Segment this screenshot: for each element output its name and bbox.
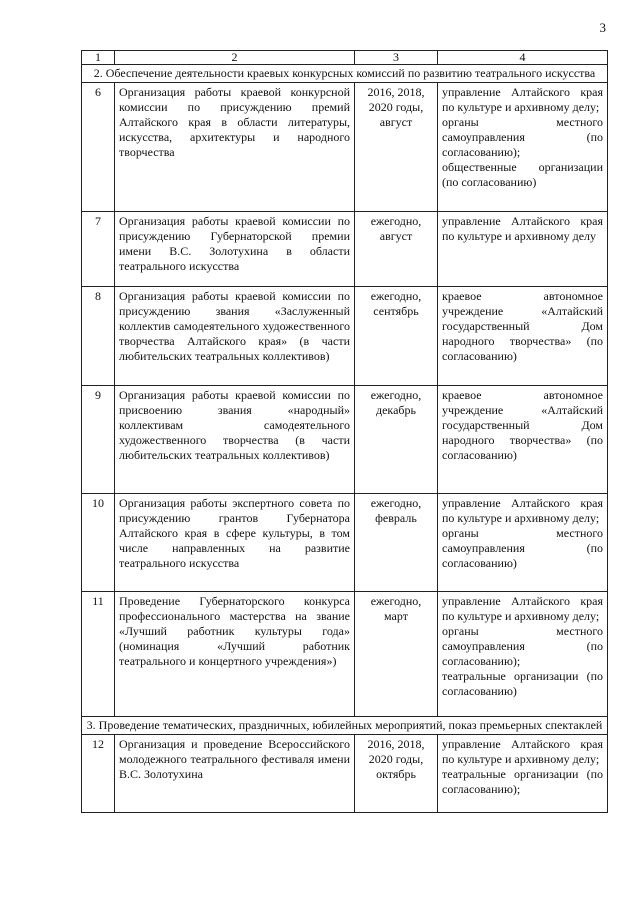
responsible-line: органы местного самоуправления (по согласованию);	[442, 115, 603, 159]
table-row	[82, 287, 608, 386]
responsible-cell	[438, 494, 608, 592]
responsible-line: краевое автономное учреждение «Алтайский государственный Дом народного творчества» (по согласованию)	[442, 388, 603, 462]
event-name: Организация работы краевой конкурсной комиссии по присуждению премий Алтайского края в области литературы, искусства, архитектуры и народного творчества	[115, 83, 355, 212]
responsible-line: управление Алтайского края по культуре и архивному делу;	[442, 496, 603, 525]
responsible-line: управление Алтайского края по культуре и архивному делу;	[442, 594, 603, 623]
event-name: Проведение Губернаторского конкурса профессионального мастерства на звание «Лучший работник культуры года» (номинация «Лучший работник театрального и концертного учреждения»)	[115, 592, 355, 717]
section-title: 3. Проведение тематических, праздничных, юбилейных мероприятий, показ премьерных спектаклей	[82, 717, 608, 735]
responsible-line: театральные организации (по согласованию)	[442, 669, 603, 698]
row-number: 11	[82, 592, 115, 717]
responsible-line: управление Алтайского края по культуре и архивному делу;	[442, 737, 603, 766]
event-name: Организация работы краевой комиссии по присвоению звания «народный» коллективам самодеятельного художественного творчества (в части любительских театральных коллективов)	[115, 386, 355, 494]
page-number: 3	[599, 20, 606, 35]
section-title: 2. Обеспечение деятельности краевых конкурсных комиссий по развитию театрального искусства	[82, 65, 608, 83]
table-row	[82, 212, 608, 287]
responsible-line: управление Алтайского края по культуре и архивному делу	[442, 214, 603, 243]
column-header: 1	[82, 51, 115, 65]
row-number: 8	[82, 287, 115, 386]
column-header: 3	[355, 51, 438, 65]
responsible-cell	[438, 83, 608, 212]
responsible-cell	[438, 287, 608, 386]
responsible-line: краевое автономное учреждение «Алтайский государственный Дом народного творчества» (по согласованию)	[442, 289, 603, 363]
responsible-cell	[438, 212, 608, 287]
responsible-line: органы местного самоуправления (по согласованию);	[442, 624, 603, 668]
event-term: 2016, 2018, 2020 годы, октябрь	[355, 735, 438, 813]
section-row	[82, 717, 608, 735]
event-term: ежегодно, март	[355, 592, 438, 717]
table-row	[82, 735, 608, 813]
table-row	[82, 494, 608, 592]
responsible-line: органы местного самоуправления (по согласованию)	[442, 526, 603, 570]
responsible-line: управление Алтайского края по культуре и архивному делу;	[442, 85, 603, 114]
table-row	[82, 386, 608, 494]
responsible-line: театральные организации (по согласованию);	[442, 767, 603, 796]
column-header-row	[82, 51, 608, 65]
section-row	[82, 65, 608, 83]
row-number: 10	[82, 494, 115, 592]
row-number: 9	[82, 386, 115, 494]
column-header: 4	[438, 51, 608, 65]
responsible-cell	[438, 592, 608, 717]
responsible-cell	[438, 386, 608, 494]
event-term: ежегодно, август	[355, 212, 438, 287]
row-number: 7	[82, 212, 115, 287]
responsible-line: общественные организации (по согласованию)	[442, 160, 603, 189]
event-term: ежегодно, декабрь	[355, 386, 438, 494]
event-term: 2016, 2018, 2020 годы, август	[355, 83, 438, 212]
event-name: Организация работы краевой комиссии по присуждению Губернаторской премии имени В.С. Золотухина в области театрального искусства	[115, 212, 355, 287]
events-table	[81, 50, 608, 813]
event-term: ежегодно, сентябрь	[355, 287, 438, 386]
responsible-cell	[438, 735, 608, 813]
row-number: 6	[82, 83, 115, 212]
event-name: Организация и проведение Всероссийского молодежного театрального фестиваля имени В.С. Золотухина	[115, 735, 355, 813]
event-name: Организация работы экспертного совета по присуждению грантов Губернатора Алтайского края в сфере культуры, в том числе направленных на развитие театрального искусства	[115, 494, 355, 592]
table-row	[82, 592, 608, 717]
row-number: 12	[82, 735, 115, 813]
table-row	[82, 83, 608, 212]
event-term: ежегодно, февраль	[355, 494, 438, 592]
event-name: Организация работы краевой комиссии по присуждению звания «Заслуженный коллектив самодеятельного художественного творчества Алтайского края» (в части любительских театральных коллективов)	[115, 287, 355, 386]
column-header: 2	[115, 51, 355, 65]
